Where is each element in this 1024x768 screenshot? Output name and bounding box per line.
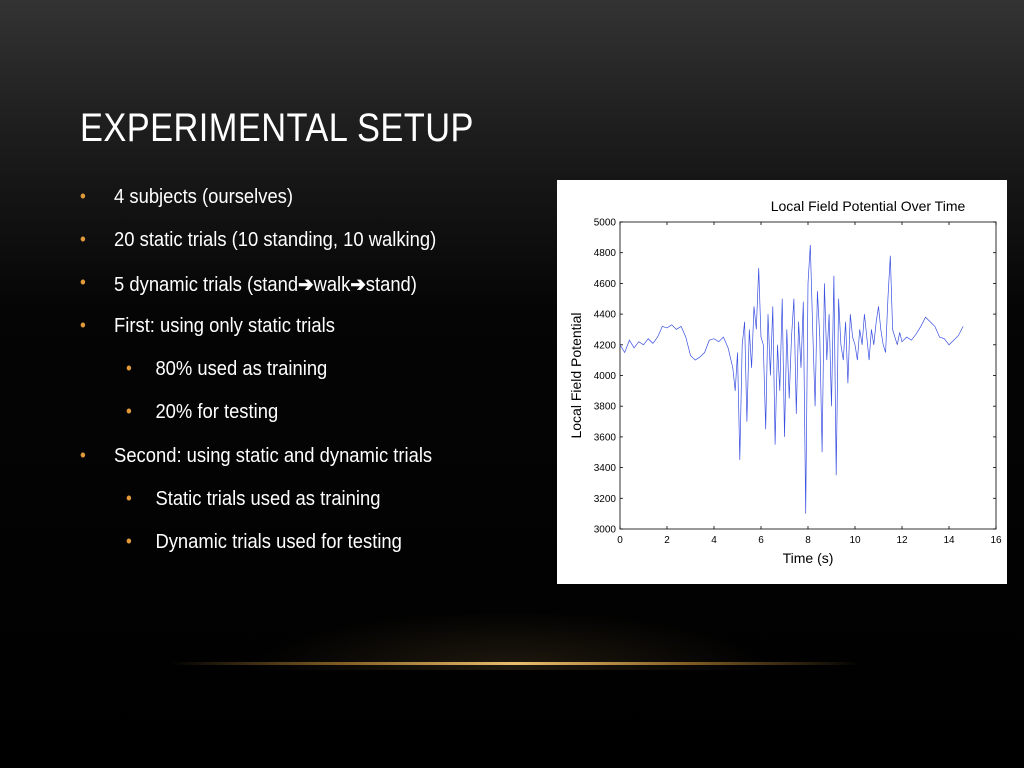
bullet-text: 20 static trials (10 standing, 10 walking) bbox=[114, 229, 437, 251]
bullet-glyph: • bbox=[126, 531, 132, 551]
bullet-glyph: • bbox=[80, 445, 86, 465]
bullet-glyph: • bbox=[126, 358, 132, 378]
arrow-icon: ➔ bbox=[298, 274, 314, 296]
y-tick-label: 4000 bbox=[593, 371, 616, 382]
bullet-glyph: • bbox=[80, 186, 86, 206]
x-tick-label: 8 bbox=[805, 535, 811, 546]
y-axis-label: Local Field Potential bbox=[568, 312, 584, 439]
bullet-text-part: 5 dynamic trials (stand bbox=[114, 274, 299, 296]
x-tick-label: 0 bbox=[617, 535, 623, 546]
x-tick-label: 6 bbox=[758, 535, 764, 546]
y-tick-label: 4200 bbox=[593, 340, 616, 352]
arrow-icon: ➔ bbox=[350, 274, 366, 296]
bullet-text: Second: using static and dynamic trials bbox=[114, 445, 433, 467]
decorative-glow bbox=[250, 610, 770, 670]
bullet-glyph: • bbox=[80, 272, 86, 292]
bullet-glyph: • bbox=[80, 229, 86, 249]
bullet-text: First: using only static trials bbox=[114, 315, 335, 337]
bullet-text bbox=[114, 272, 417, 297]
chart-panel bbox=[557, 180, 1007, 584]
y-tick-label: 3000 bbox=[593, 524, 616, 536]
y-tick-label: 3600 bbox=[593, 432, 616, 444]
chart-title: Local Field Potential Over Time bbox=[770, 198, 966, 214]
y-tick-label: 3200 bbox=[593, 493, 616, 505]
x-tick-label: 10 bbox=[849, 535, 861, 546]
bullet-glyph: • bbox=[80, 315, 86, 335]
y-tick-label: 3400 bbox=[593, 463, 616, 475]
plot-frame bbox=[620, 222, 996, 529]
y-tick-label: 5000 bbox=[593, 217, 616, 229]
x-axis-label: Time (s) bbox=[782, 550, 834, 566]
bullet-text: 80% used as training bbox=[155, 358, 328, 380]
line-chart bbox=[557, 180, 1007, 584]
bullet-text-part: stand) bbox=[365, 274, 417, 296]
bullet-glyph: • bbox=[126, 401, 132, 421]
y-tick-label: 4800 bbox=[593, 248, 616, 260]
x-tick-label: 16 bbox=[990, 535, 1002, 546]
x-tick-label: 4 bbox=[711, 535, 717, 546]
bullet-text: Dynamic trials used for testing bbox=[155, 531, 402, 553]
series-line bbox=[620, 245, 963, 514]
y-tick-label: 4400 bbox=[593, 309, 616, 321]
bullet-text: 20% for testing bbox=[155, 401, 279, 423]
x-tick-label: 12 bbox=[896, 535, 908, 546]
bullet-text-part: walk bbox=[313, 274, 351, 296]
decorative-accent-line bbox=[170, 662, 860, 665]
bullet-glyph: • bbox=[126, 488, 132, 508]
bullet-text: 4 subjects (ourselves) bbox=[114, 186, 294, 208]
y-tick-label: 4600 bbox=[593, 278, 616, 290]
x-tick-label: 2 bbox=[664, 535, 670, 546]
y-tick-label: 3800 bbox=[593, 401, 616, 413]
slide-title: EXPERIMENTAL SETUP bbox=[80, 106, 474, 150]
x-tick-label: 14 bbox=[943, 535, 955, 546]
bullet-text: Static trials used as training bbox=[155, 488, 381, 510]
